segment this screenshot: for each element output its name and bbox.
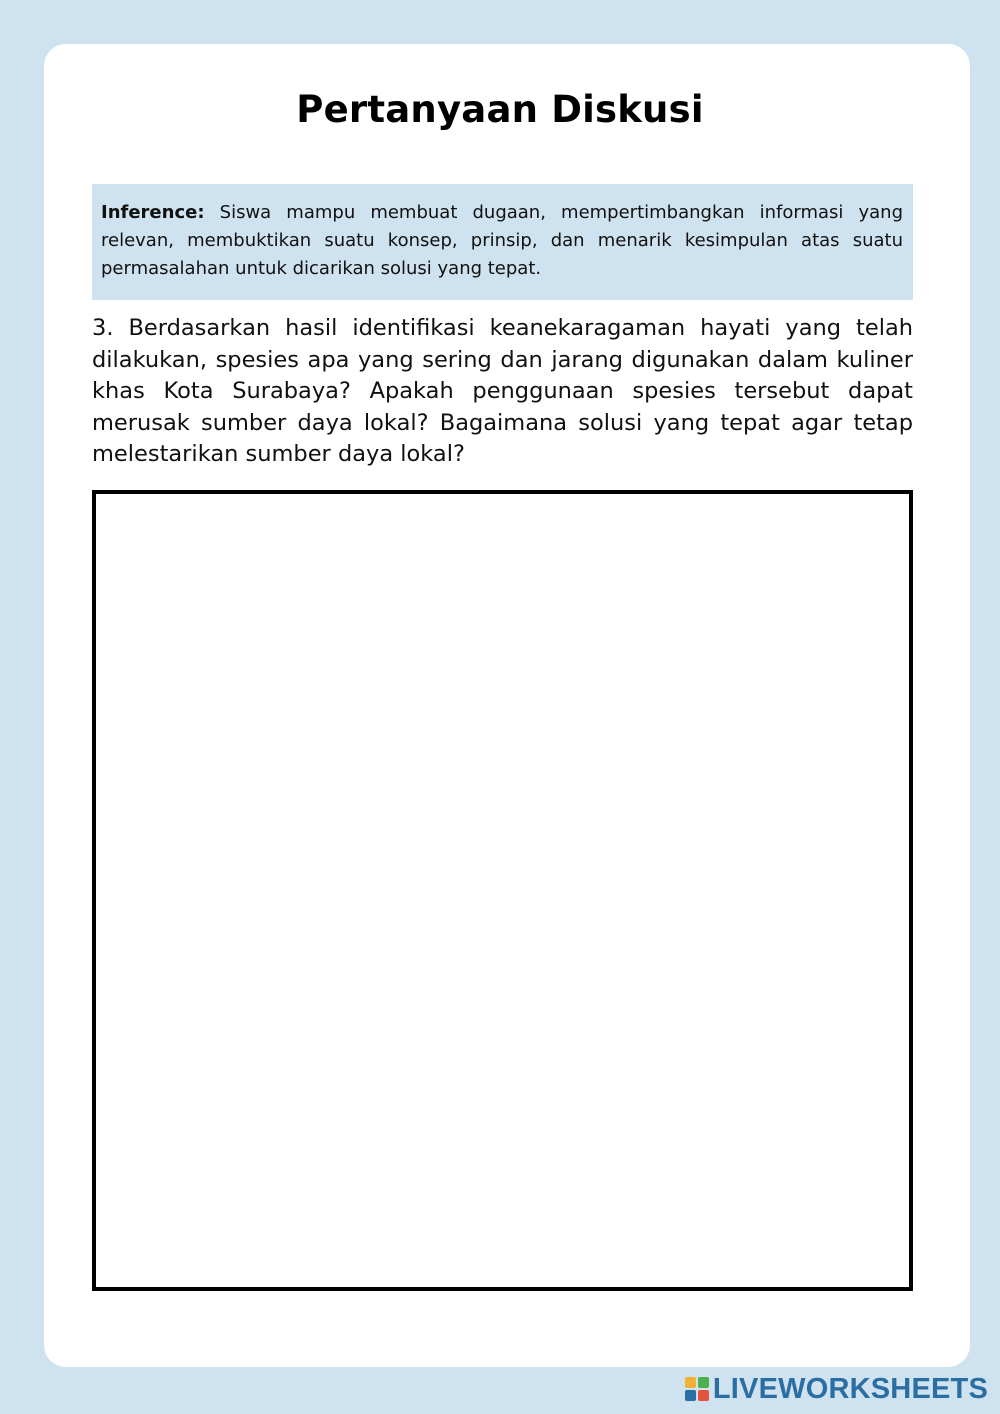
logo-square-blue: [685, 1390, 696, 1401]
logo-square-yellow: [685, 1377, 696, 1388]
liveworksheets-logo-icon: [685, 1377, 709, 1401]
logo-square-green: [698, 1377, 709, 1388]
liveworksheets-brand: [685, 1372, 988, 1406]
inference-info-box: [92, 184, 913, 300]
page-title: Pertanyaan Diskusi: [296, 88, 704, 131]
question-text: 3. Berdasarkan hasil identifikasi keanekaragaman hayati yang telah dilakukan, spesies apa yang sering dan jarang digunakan dalam kuliner khas Kota Surabaya? Apakah penggunaan spesies tersebut dapat merusak sumber daya lokal? Bagaimana solusi yang tepat agar tetap melestarikan sumber daya lokal?: [92, 315, 913, 467]
brand-text: LIVEWORKSHEETS: [712, 1372, 988, 1405]
logo-square-red: [698, 1390, 709, 1401]
answer-input-box[interactable]: [92, 490, 913, 1291]
inference-text: Siswa mampu membuat dugaan, mempertimbangkan informasi yang relevan, membuktikan suatu konsep, prinsip, dan menarik kesimpulan atas suatu permasalahan untuk dicarikan solusi yang tepat.: [101, 202, 903, 279]
inference-label: Inference:: [101, 202, 205, 223]
